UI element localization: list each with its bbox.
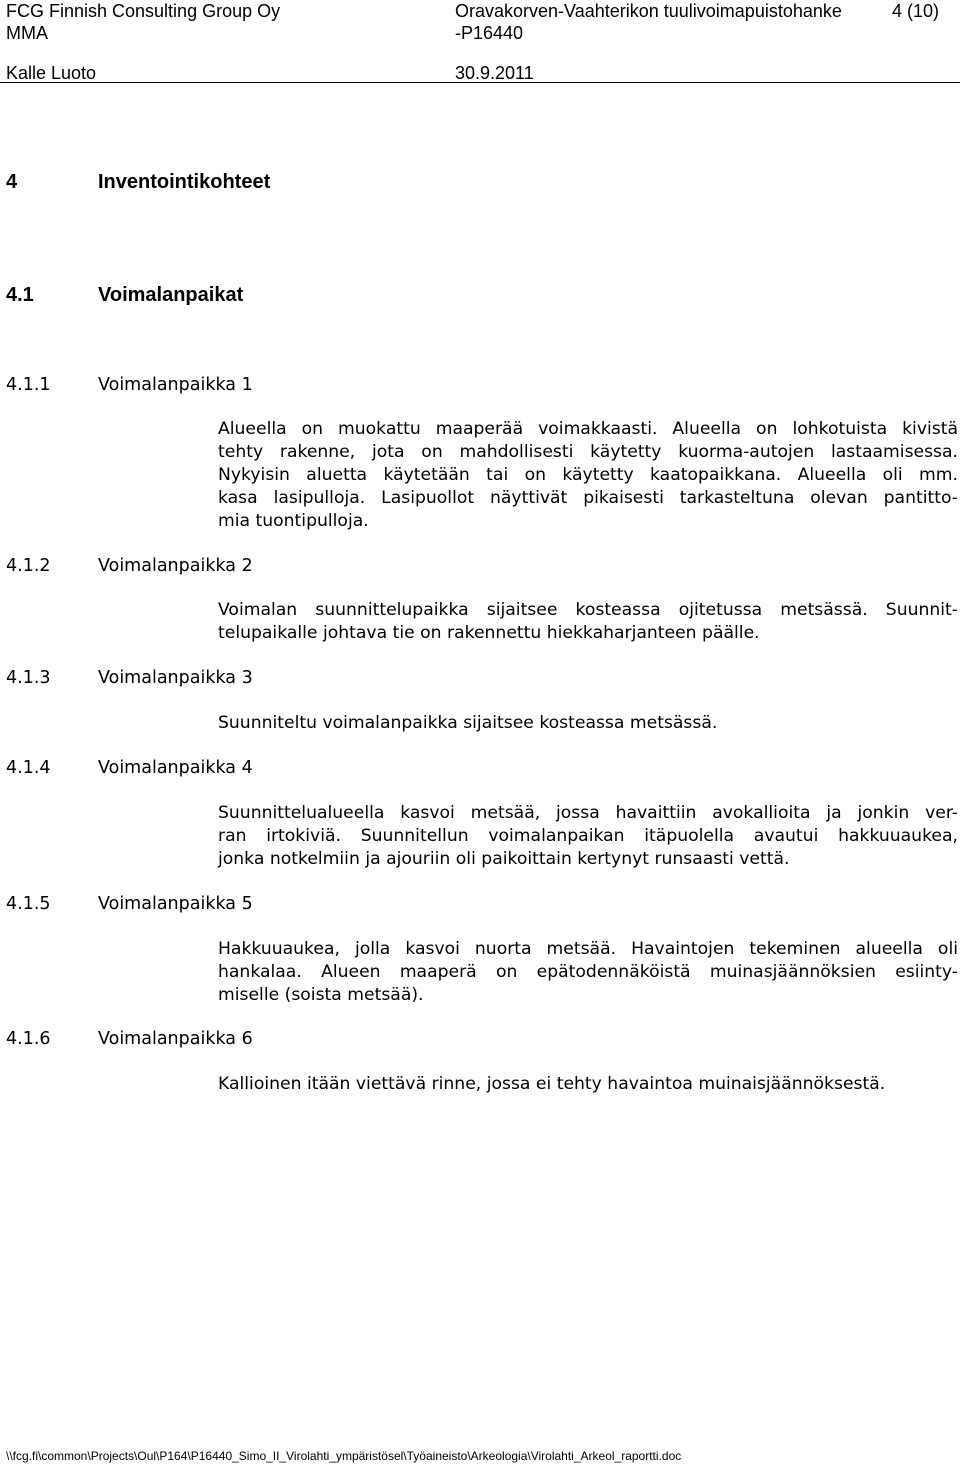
subsection-title: Voimalanpaikka 4 — [98, 758, 253, 778]
paragraph-line: ran irtokiviä. Suunnitellun voimalanpaikan itäpuolella avautui hakkuuaukea, — [218, 826, 958, 846]
chapter-number: 4 — [6, 171, 18, 193]
paragraph-line: jonka notkelmiin ja ajouriin oli paikoittain kertynyt runsaasti vettä. — [218, 849, 790, 869]
chapter-title: Inventointikohteet — [98, 171, 271, 193]
project-code: -P16440 — [455, 23, 524, 43]
paragraph-line: kasa lasipulloja. Lasipuollot näyttivät pikaisesti tarkasteltuna olevan pantitto- — [218, 488, 958, 508]
subsection-title: Voimalanpaikka 2 — [98, 556, 253, 576]
paragraph-line: Nykyisin aluetta käytetään tai on käytetty kaatopaikkana. Alueella oli mm. — [218, 465, 958, 485]
header-rule — [0, 82, 960, 83]
subsection-number: 4.1.5 — [6, 894, 51, 914]
paragraph-voimalanpaikka-5 — [218, 938, 958, 1007]
paragraph-voimalanpaikka-3 — [218, 712, 958, 735]
paragraph-line: hankalaa. Alueen maaperä on epätodennäköistä muinasjäännöksien esiinty- — [218, 962, 958, 982]
paragraph-line: Suunniteltu voimalanpaikka sijaitsee kosteassa metsässä. — [218, 713, 718, 733]
project-title: Oravakorven-Vaahterikon tuulivoimapuistohanke — [455, 1, 842, 21]
subsection-title: Voimalanpaikka 6 — [98, 1029, 253, 1049]
author: Kalle Luoto — [6, 63, 97, 83]
document-date: 30.9.2011 — [455, 63, 534, 83]
footer-file-path: \\fcg.fi\common\Projects\Oul\P164\P16440_Simo_II_Virolahti_ympäristösel\Työaineisto\Arkeologia\Virolahti_Arkeol_raportti.doc — [6, 1449, 682, 1463]
page-number: 4 (10) — [892, 1, 940, 21]
paragraph-voimalanpaikka-6 — [218, 1073, 958, 1096]
subsection-title: Voimalanpaikka 5 — [98, 894, 253, 914]
paragraph-line: Hakkuuaukea, jolla kasvoi nuorta metsää. Havaintojen tekeminen alueella oli — [218, 939, 958, 959]
paragraph-line: miselle (soista metsää). — [218, 985, 424, 1005]
department: MMA — [6, 23, 48, 43]
subsection-number: 4.1.3 — [6, 668, 51, 688]
subsection-number: 4.1.1 — [6, 375, 51, 395]
section-number: 4.1 — [6, 284, 34, 306]
subsection-title: Voimalanpaikka 1 — [98, 375, 253, 395]
subsection-number: 4.1.2 — [6, 556, 51, 576]
paragraph-voimalanpaikka-2 — [218, 599, 958, 645]
paragraph-line: tehty rakenne, jota on mahdollisesti käytetty kuorma-autojen lastaamisessa. — [218, 442, 958, 462]
section-title: Voimalanpaikat — [98, 284, 244, 306]
paragraph-line: Suunnittelualueella kasvoi metsää, jossa havaittiin avokallioita ja jonkin ver- — [218, 803, 958, 823]
paragraph-line: telupaikalle johtava tie on rakennettu hiekkaharjanteen päälle. — [218, 623, 760, 643]
paragraph-line: Alueella on muokattu maaperää voimakkaasti. Alueella on lohkotuista kivistä — [218, 419, 958, 439]
company-name: FCG Finnish Consulting Group Oy — [6, 1, 281, 21]
paragraph-line: Kallioinen itään viettävä rinne, jossa ei tehty havaintoa muinaisjäännöksestä. — [218, 1074, 886, 1094]
paragraph-voimalanpaikka-4 — [218, 802, 958, 871]
paragraph-line: Voimalan suunnittelupaikka sijaitsee kosteassa ojitetussa metsässä. Suunnit- — [218, 600, 958, 620]
subsection-number: 4.1.6 — [6, 1029, 51, 1049]
subsection-title: Voimalanpaikka 3 — [98, 668, 253, 688]
subsection-number: 4.1.4 — [6, 758, 51, 778]
paragraph-line: mia tuontipulloja. — [218, 511, 369, 531]
paragraph-voimalanpaikka-1 — [218, 418, 958, 533]
